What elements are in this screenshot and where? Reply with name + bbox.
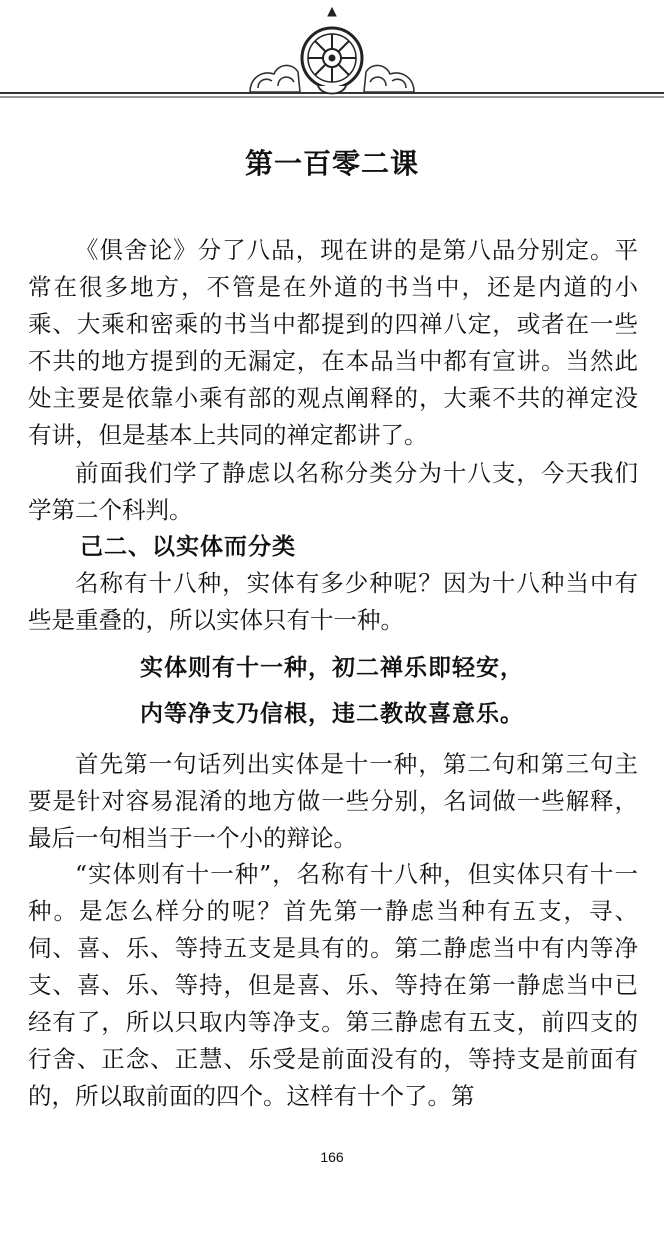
header-ornament	[0, 0, 664, 110]
intro-paragraph: 《俱舍论》分了八品，现在讲的是第八品分别定。平常在很多地方，不管是在外道的书当中，还是内道的小乘、大乘和密乘的书当中都提到的四禅八定，或者在一些不共的地方提到的无漏定，在本品当中都有宣讲。当然此处主要是依靠小乘有部的观点阐释的，大乘不共的禅定没有讲，但是基本上共同的禅定都讲了。	[28, 236, 638, 449]
lesson-title: 第一百零二课	[244, 147, 419, 180]
verse-line-2: 内等净支乃信根，违二教故喜意乐。	[140, 701, 524, 727]
summary-paragraph: 前面我们学了静虑以名称分类分为十八支，今天我们学第二个科判。	[28, 459, 638, 524]
cloud-scroll-left-icon	[250, 65, 300, 92]
commentary-paragraph-2: “实体则有十一种”，名称有十八种，但实体只有十一种。是怎么样分的呢？首先第一静虑当种有五支，寻、伺、喜、乐、等持五支是具有的。第二静虑当中有内等净支、喜、乐、等持，但是喜、乐、等持在第一静虑当中已经有了，所以只取内等净支。第三静虑有五支，前四支的行舍、正念、正慧、乐受是前面没有的，等持支是前面有的，所以取前面的四个。这样有十个了。第	[28, 860, 638, 1110]
section-heading: 己二、以实体而分类	[80, 533, 296, 560]
dharma-wheel-icon	[302, 8, 362, 94]
commentary-paragraph-1: 首先第一句话列出实体是十一种，第二句和第三句主要是针对容易混淆的地方做一些分别，名词做一些解释，最后一句相当于一个小的辩论。	[28, 750, 638, 852]
question-paragraph: 名称有十八种，实体有多少种呢？因为十八种当中有些是重叠的，所以实体只有十一种。	[28, 569, 638, 634]
verse-line-1: 实体则有十一种，初二禅乐即轻安，	[140, 655, 524, 681]
page-number: 166	[320, 1149, 344, 1165]
cloud-scroll-right-icon	[364, 65, 414, 92]
